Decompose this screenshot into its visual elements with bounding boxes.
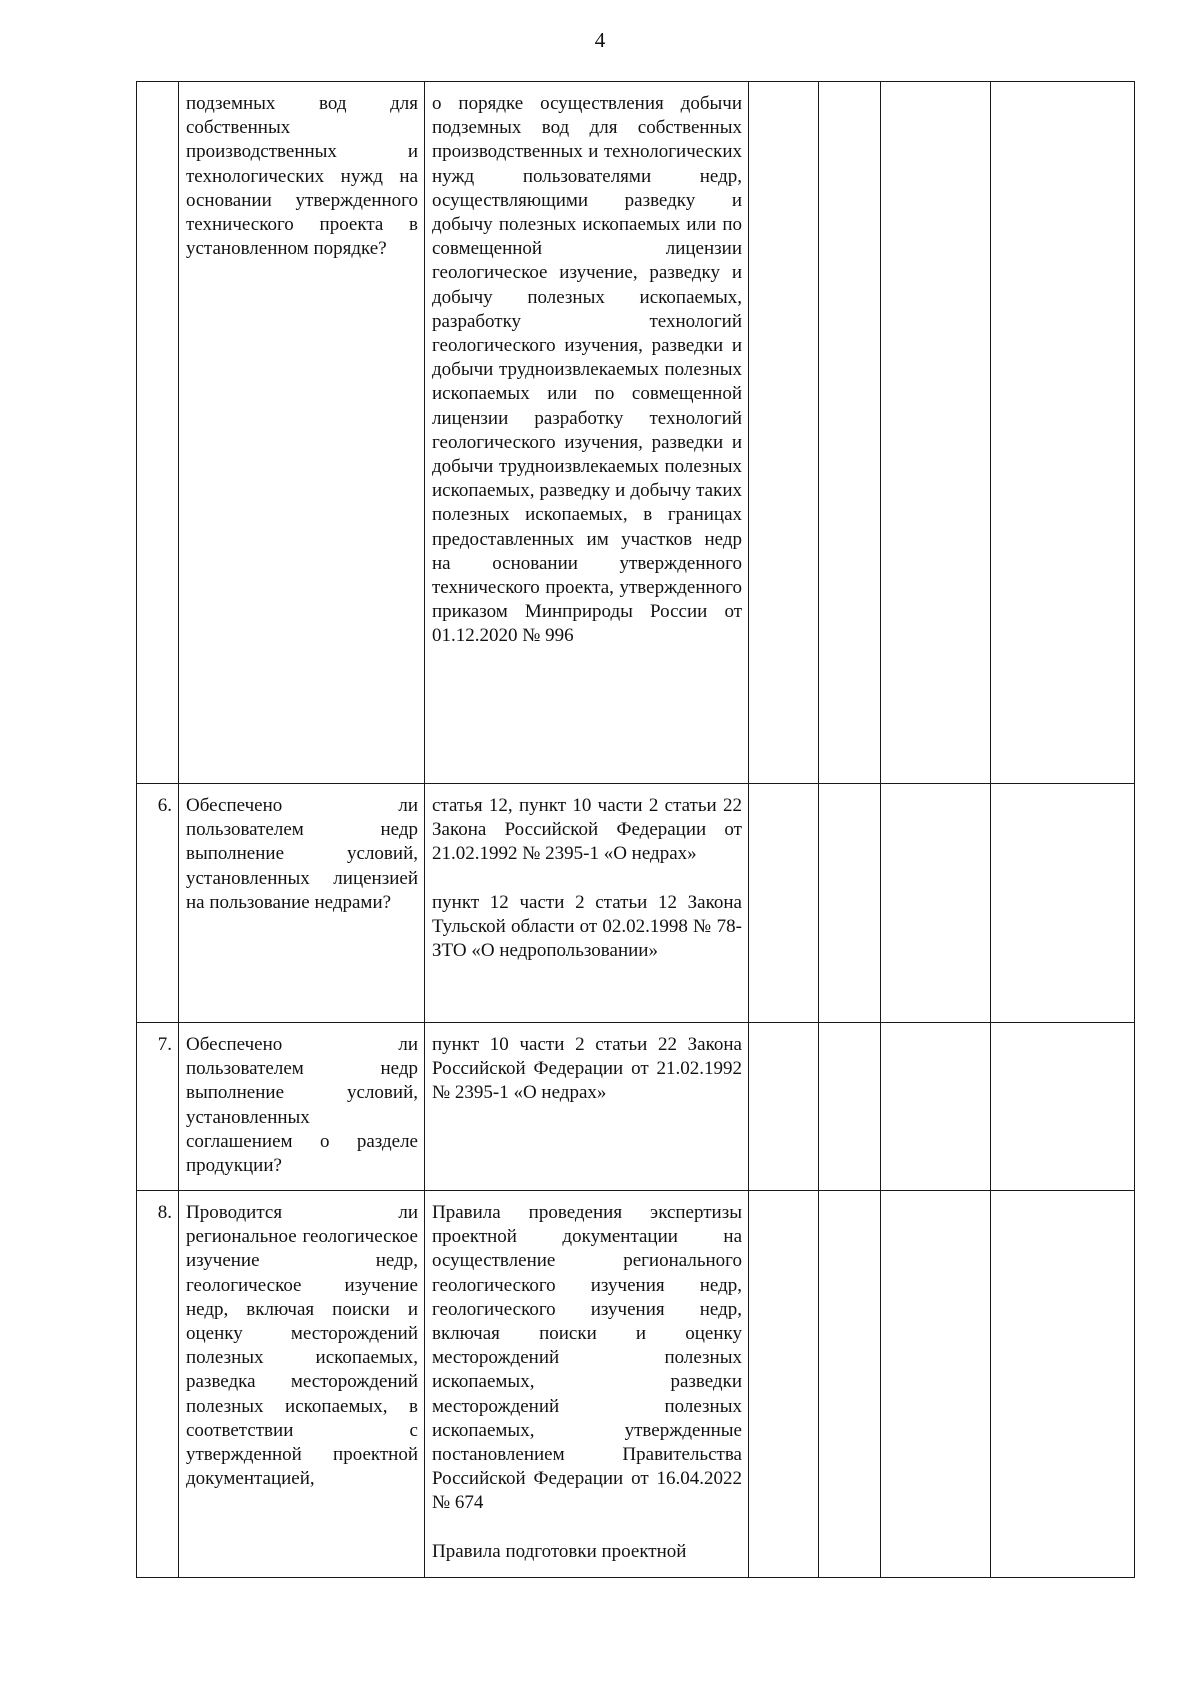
table-row: [137, 1023, 1135, 1191]
row-number: 7.: [137, 1023, 179, 1191]
reference-text: пункт 10 части 2 статьи 22 Закона Российской Федерации от 21.02.1992 № 2395-1 «О недрах»: [432, 1034, 742, 1104]
answer-yes-cell: [749, 1023, 819, 1191]
question-cell: [179, 1023, 425, 1191]
answer-yes-cell: [749, 784, 819, 1023]
question-text: Обеспечено ли пользователем недр выполнение условий, установленных лицензией на пользование недрами?: [186, 795, 418, 913]
question-cell: [179, 1191, 425, 1578]
row-number: 8.: [137, 1191, 179, 1578]
answer-no-cell: [819, 82, 881, 784]
note-cell: [991, 784, 1135, 1023]
reference-text: Правила подготовки проектной: [432, 1540, 687, 1562]
answer-yes-cell: [749, 1191, 819, 1578]
row-number: 6.: [137, 784, 179, 1023]
answer-na-cell: [881, 784, 991, 1023]
checklist-table: [136, 81, 1135, 1578]
question-cell: [179, 784, 425, 1023]
page-number: 4: [594, 28, 606, 52]
table-row: [137, 784, 1135, 1023]
question-text: Обеспечено ли пользователем недр выполнение условий, установленных соглашением о разделе продукции?: [186, 1034, 418, 1177]
reference-cell: [425, 1191, 749, 1578]
row-number: [137, 82, 179, 784]
answer-na-cell: [881, 1023, 991, 1191]
table-row: [137, 82, 1135, 784]
reference-text: статья 12, пункт 10 части 2 статьи 22 Закона Российской Федерации от 21.02.1992 № 2395-1 «О недрах»: [432, 795, 742, 865]
note-cell: [991, 82, 1135, 784]
answer-na-cell: [881, 82, 991, 784]
question-cell: [179, 82, 425, 784]
answer-yes-cell: [749, 82, 819, 784]
note-cell: [991, 1023, 1135, 1191]
answer-no-cell: [819, 1023, 881, 1191]
reference-cell: [425, 784, 749, 1023]
question-text: подземных вод для собственных производственных и технологических нужд на основании утвержденного технического проекта в установленном порядке?: [186, 93, 418, 260]
reference-cell: [425, 1023, 749, 1191]
reference-text: пункт 12 части 2 статьи 12 Закона Тульской области от 02.02.1998 № 78-ЗТО «О недропользовании»: [432, 891, 742, 962]
note-cell: [991, 1191, 1135, 1578]
reference-text: о порядке осуществления добычи подземных вод для собственных производственных и технологических нужд пользователями недр, осуществляющими разведку и добычу полезных ископаемых или по совмещенной лицензии геологическое изучение, разведку и добычу полезных ископаемых, разработку технологий геологического изучения, разведки и добычи трудноизвлекаемых полезных ископаемых или по совмещенной лицензии разработку технологий геологического изучения, разведки и добычи трудноизвлекаемых полезных ископаемых, разведку и добычу таких полезных ископаемых, в границах предоставленных им участков недр на основании утвержденного технического проекта, утвержденного приказом Минприроды России от 01.12.2020 № 996: [432, 93, 742, 647]
answer-no-cell: [819, 784, 881, 1023]
answer-no-cell: [819, 1191, 881, 1578]
reference-text: Правила проведения экспертизы проектной документации на осуществление регионального геологического изучения недр, геологического изучения недр, включая поиски и оценку месторождений полезных ископаемых, разведки месторождений полезных ископаемых, утвержденные постановлением Правительства Российской Федерации от 16.04.2022 № 674: [432, 1202, 742, 1514]
answer-na-cell: [881, 1191, 991, 1578]
reference-cell: [425, 82, 749, 784]
question-text: Проводится ли региональное геологическое изучение недр, геологическое изучение недр, включая поиски и оценку месторождений полезных ископаемых, разведка месторождений полезных ископаемых, в соответствии с утвержденной проектной документацией,: [186, 1202, 418, 1490]
table-row: [137, 1191, 1135, 1578]
